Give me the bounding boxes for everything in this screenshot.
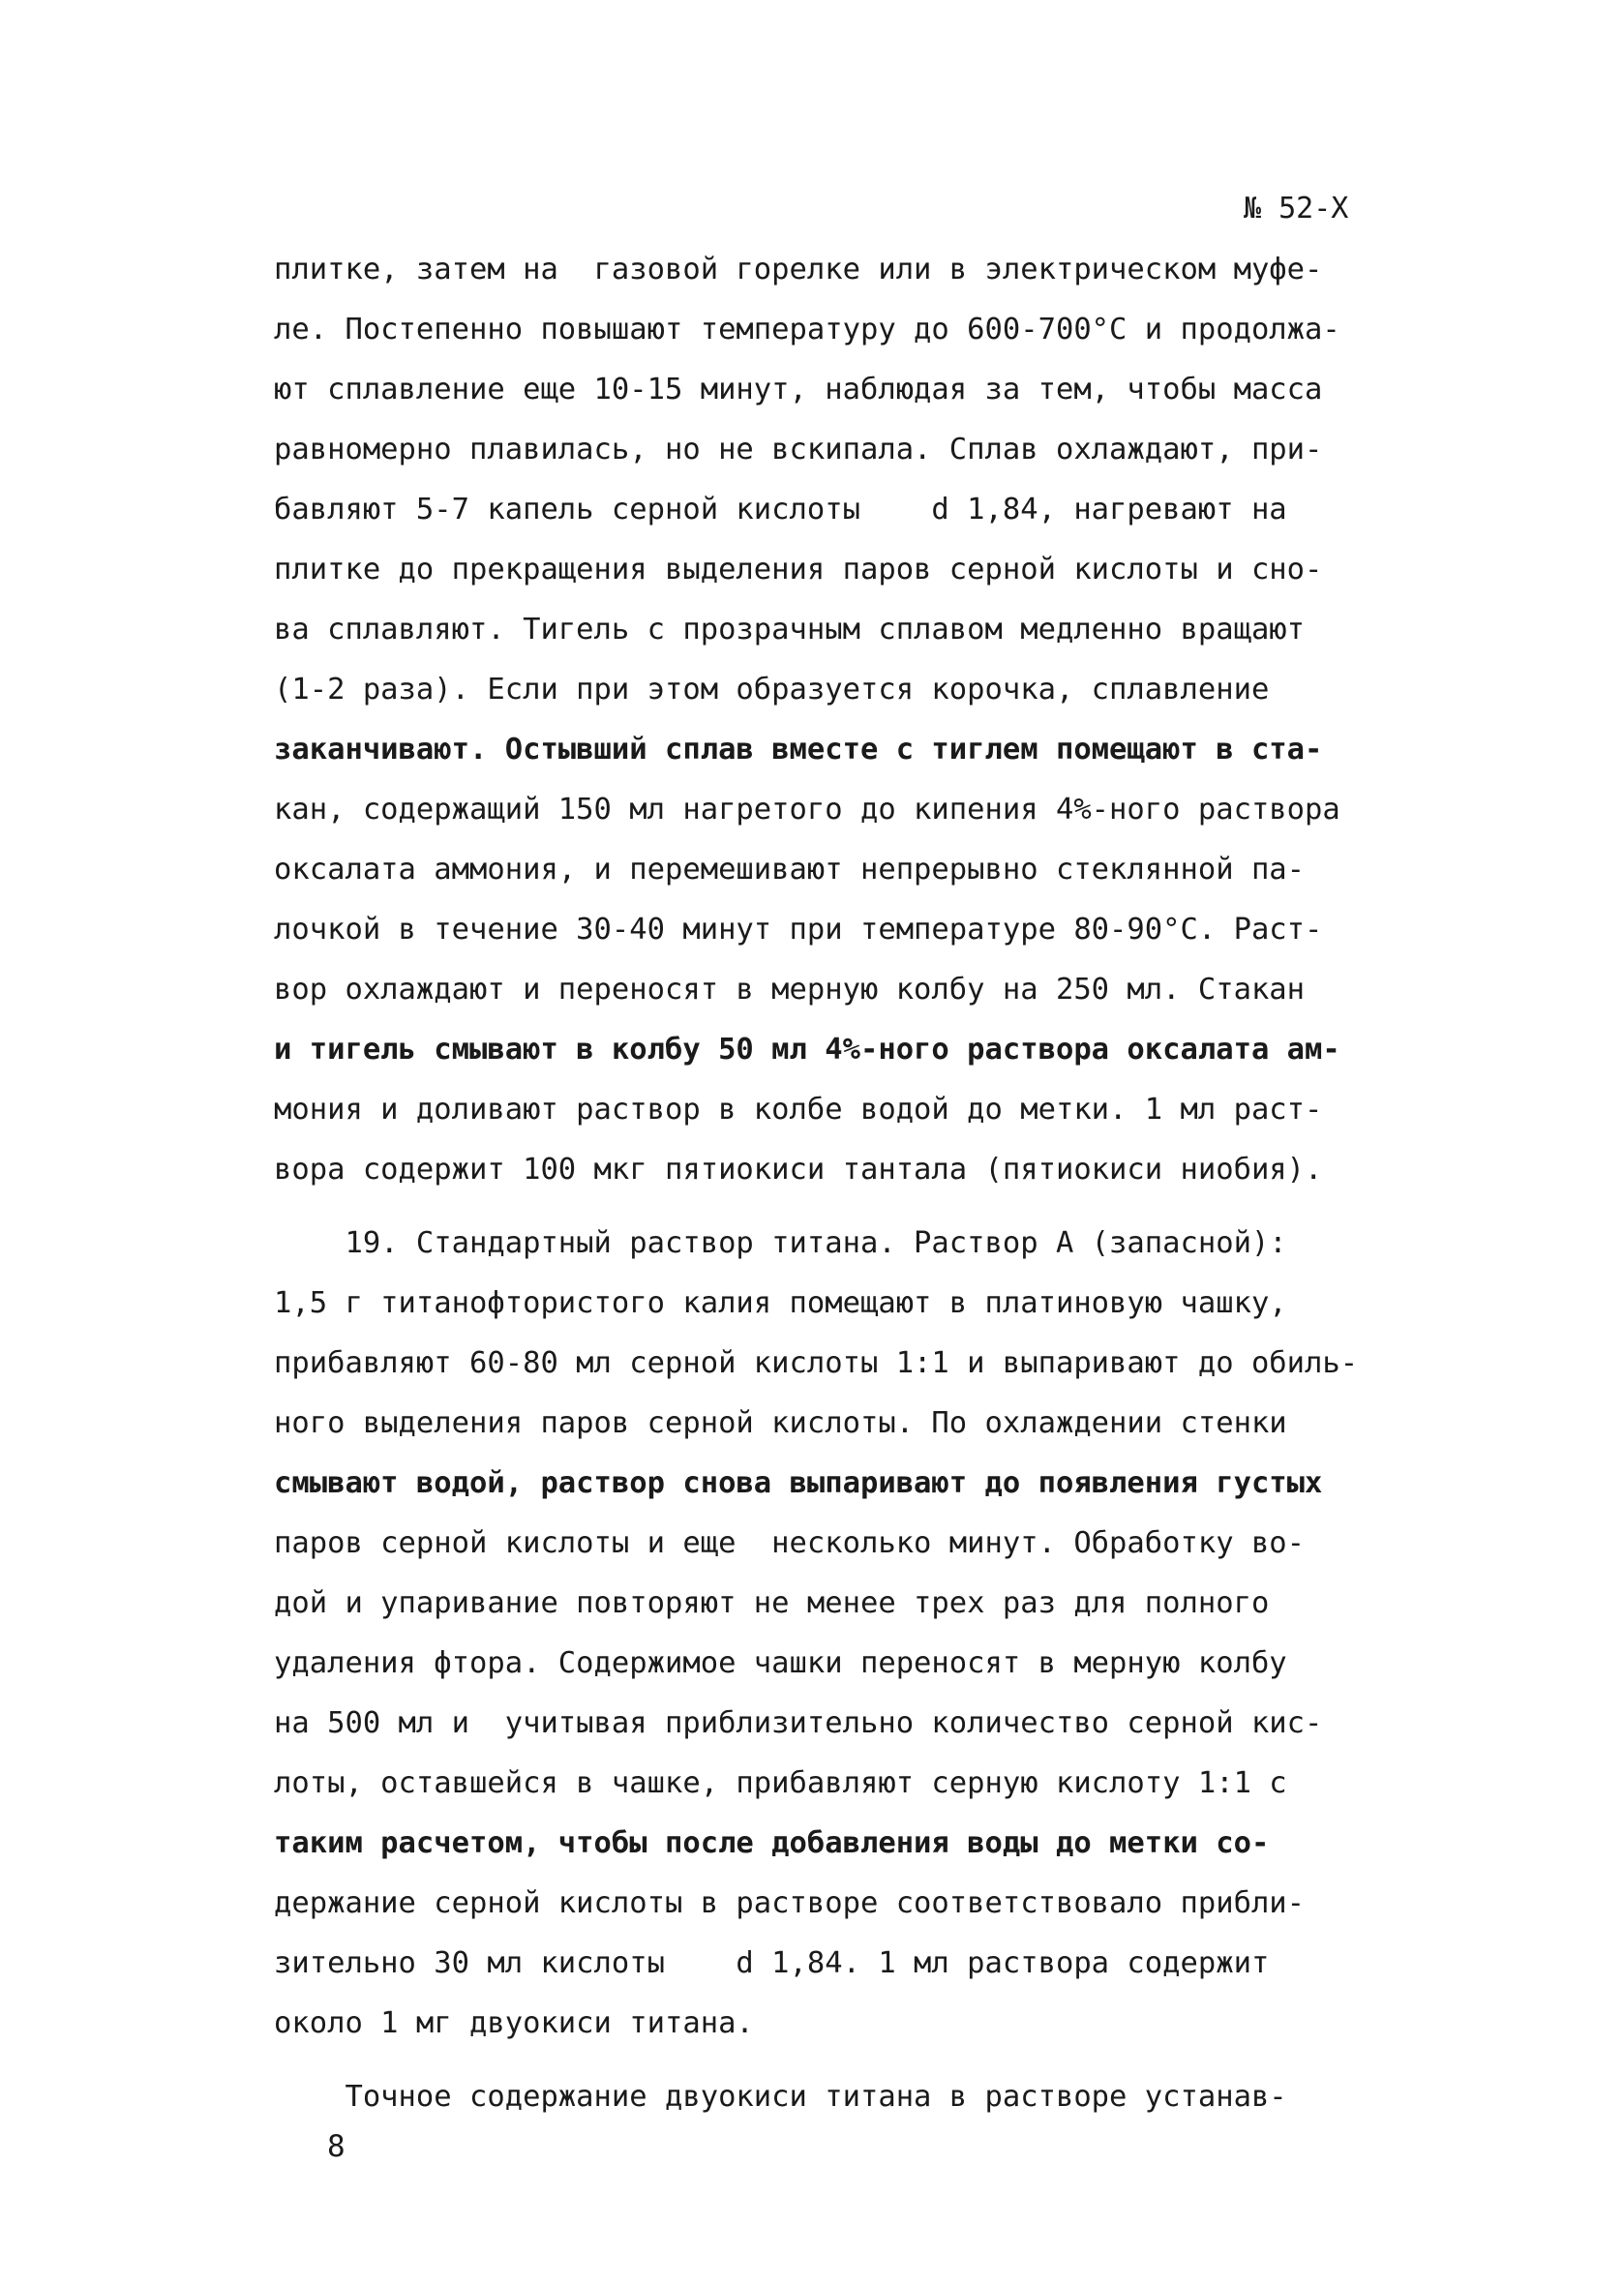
text-line: Точное содержание двуокиси титана в растворе устанав-	[274, 2080, 1287, 2114]
document-number: № 52-Х	[1244, 192, 1349, 226]
text-line: смывают водой, раствор снова выпаривают до появления густых	[274, 1466, 1323, 1500]
text-line: 19. Стандартный раствор титана. Раствор А (запасной):	[274, 1226, 1287, 1260]
text-line: около 1 мг двуокиси титана.	[274, 2006, 754, 2040]
text-line: таким расчетом, чтобы после добавления воды до метки со-	[274, 1826, 1270, 1860]
text-line: мония и доливают раствор в колбе водой до метки. 1 мл раст-	[274, 1093, 1323, 1127]
text-line: бавляют 5-7 капель серной кислоты d 1,84, нагревают на	[274, 493, 1287, 526]
body-text	[274, 240, 1368, 2127]
text-line: прибавляют 60-80 мл серной кислоты 1:1 и выпаривают до обиль-	[274, 1346, 1359, 1380]
text-line: лочкой в течение 30-40 минут при температуре 80-90°С. Раст-	[274, 913, 1323, 947]
text-line: дой и упаривание повторяют не менее трех раз для полного	[274, 1586, 1270, 1620]
text-line: ле. Постепенно повышают температуру до 600-700°С и продолжа-	[274, 313, 1340, 346]
text-line: вора содержит 100 мкг пятиокиси тантала (пятиокиси ниобия).	[274, 1153, 1323, 1187]
text-line: ют сплавление еще 10-15 минут, наблюдая за тем, чтобы масса	[274, 373, 1323, 406]
text-line: плитке до прекращения выделения паров серной кислоты и сно-	[274, 553, 1323, 587]
text-line: 1,5 г титанофтористого калия помещают в платиновую чашку,	[274, 1286, 1287, 1320]
text-line: паров серной кислоты и еще несколько минут. Обработку во-	[274, 1526, 1306, 1560]
text-line: держание серной кислоты в растворе соответствовало прибли-	[274, 1886, 1306, 1920]
text-line: удаления фтора. Содержимое чашки переносят в мерную колбу	[274, 1646, 1287, 1680]
text-line: ного выделения паров серной кислоты. По охлаждении стенки	[274, 1406, 1287, 1440]
text-line: оксалата аммония, и перемешивают непрерывно стеклянной па-	[274, 853, 1306, 887]
text-line: плитке, затем на газовой горелке или в электрическом муфе-	[274, 253, 1323, 286]
text-line: зительно 30 мл кислоты d 1,84. 1 мл раствора содержит	[274, 1946, 1270, 1980]
text-line: (1-2 раза). Если при этом образуется корочка, сплавление	[274, 673, 1270, 707]
text-line: заканчивают. Остывший сплав вместе с тиглем помещают в ста-	[274, 733, 1323, 767]
text-line: и тигель смывают в колбу 50 мл 4%-ного раствора оксалата ам-	[274, 1033, 1340, 1067]
page-number: 8	[327, 2129, 346, 2164]
text-line: кан, содержащий 150 мл нагретого до кипения 4%-ного раствора	[274, 793, 1340, 827]
text-line: лоты, оставшейся в чашке, прибавляют серную кислоту 1:1 с	[274, 1766, 1287, 1800]
text-line: на 500 мл и учитывая приблизительно количество серной кис-	[274, 1706, 1323, 1740]
text-line: ва сплавляют. Тигель с прозрачным сплавом медленно вращают	[274, 613, 1306, 647]
text-line: вор охлаждают и переносят в мерную колбу на 250 мл. Стакан	[274, 973, 1306, 1007]
text-line: равномерно плавилась, но не вскипала. Сплав охлаждают, при-	[274, 433, 1323, 466]
